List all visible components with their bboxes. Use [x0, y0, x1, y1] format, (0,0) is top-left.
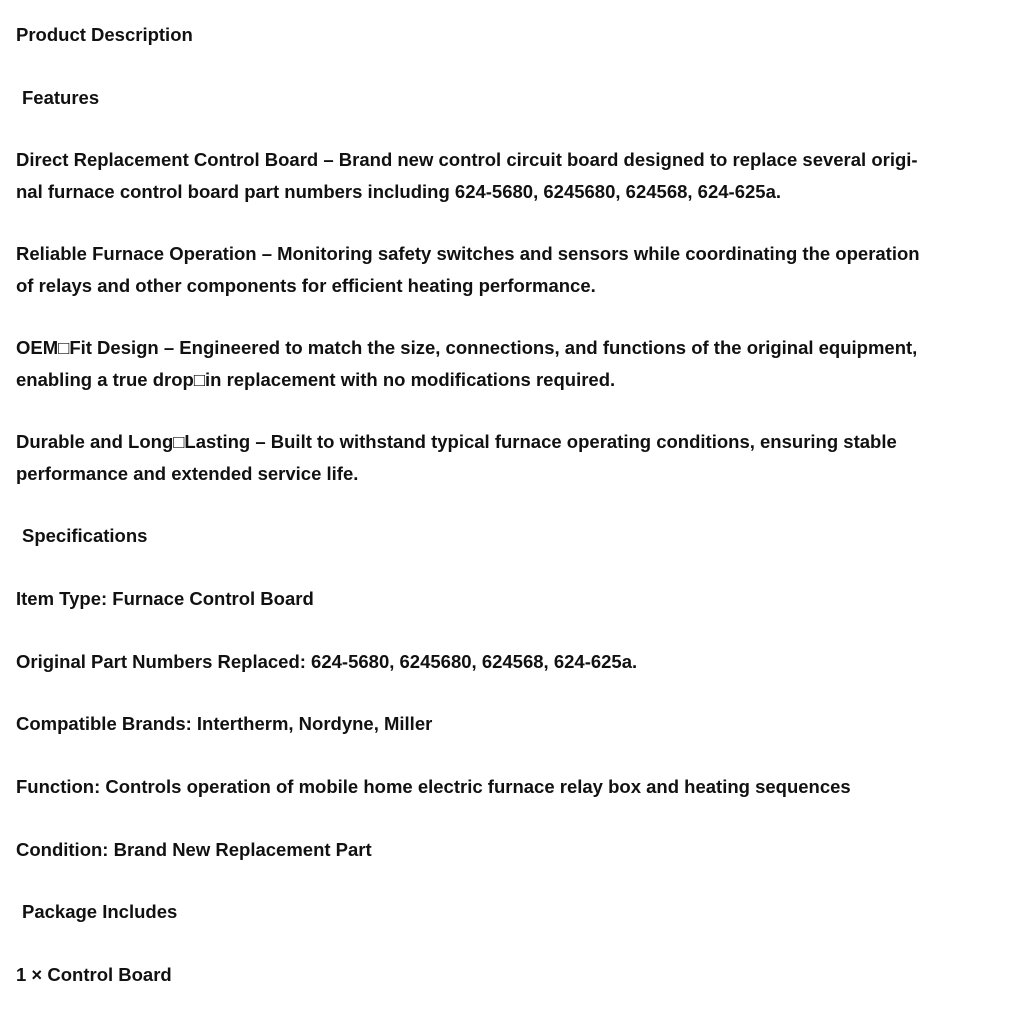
spec-part-numbers: Original Part Numbers Replaced: 624-5680, 6245680, 624568, 624-625a. [16, 651, 638, 672]
package-item: 1 × Control Board [16, 964, 172, 985]
feature-text-line: of relays and other components for efficient heating performance. [16, 274, 596, 296]
feature-item-direct-replacement [16, 144, 1006, 207]
feature-text-line: OEM□Fit Design – Engineered to match the size, connections, and functions of the original equipment, [16, 337, 918, 358]
feature-item-oem-fit [16, 332, 1006, 395]
package-includes-heading: Package Includes [22, 901, 178, 922]
feature-text-line: Direct Replacement Control Board – Brand new control circuit board designed to replace several origi- [16, 149, 918, 170]
features-heading: Features [22, 87, 100, 108]
specifications-heading: Specifications [22, 525, 148, 546]
spec-item-type: Item Type: Furnace Control Board [16, 588, 314, 609]
spec-function: Function: Controls operation of mobile home electric furnace relay box and heating sequences [16, 776, 851, 797]
feature-text-line: Durable and Long□Lasting – Built to withstand typical furnace operating conditions, ensuring stable [16, 431, 897, 452]
page-title: Product Description [16, 24, 193, 45]
feature-text-line: nal furnace control board part numbers including 624-5680, 6245680, 624568, 624-625a. [16, 180, 782, 202]
feature-item-durable [16, 426, 1006, 489]
feature-text-line: Reliable Furnace Operation – Monitoring safety switches and sensors while coordinating the operation [16, 243, 920, 264]
feature-text-line: performance and extended service life. [16, 462, 359, 484]
feature-text-line: enabling a true drop□in replacement with no modifications required. [16, 368, 616, 390]
feature-item-reliable-operation [16, 238, 1006, 301]
spec-compatible-brands: Compatible Brands: Intertherm, Nordyne, Miller [16, 713, 433, 734]
spec-condition: Condition: Brand New Replacement Part [16, 839, 372, 860]
